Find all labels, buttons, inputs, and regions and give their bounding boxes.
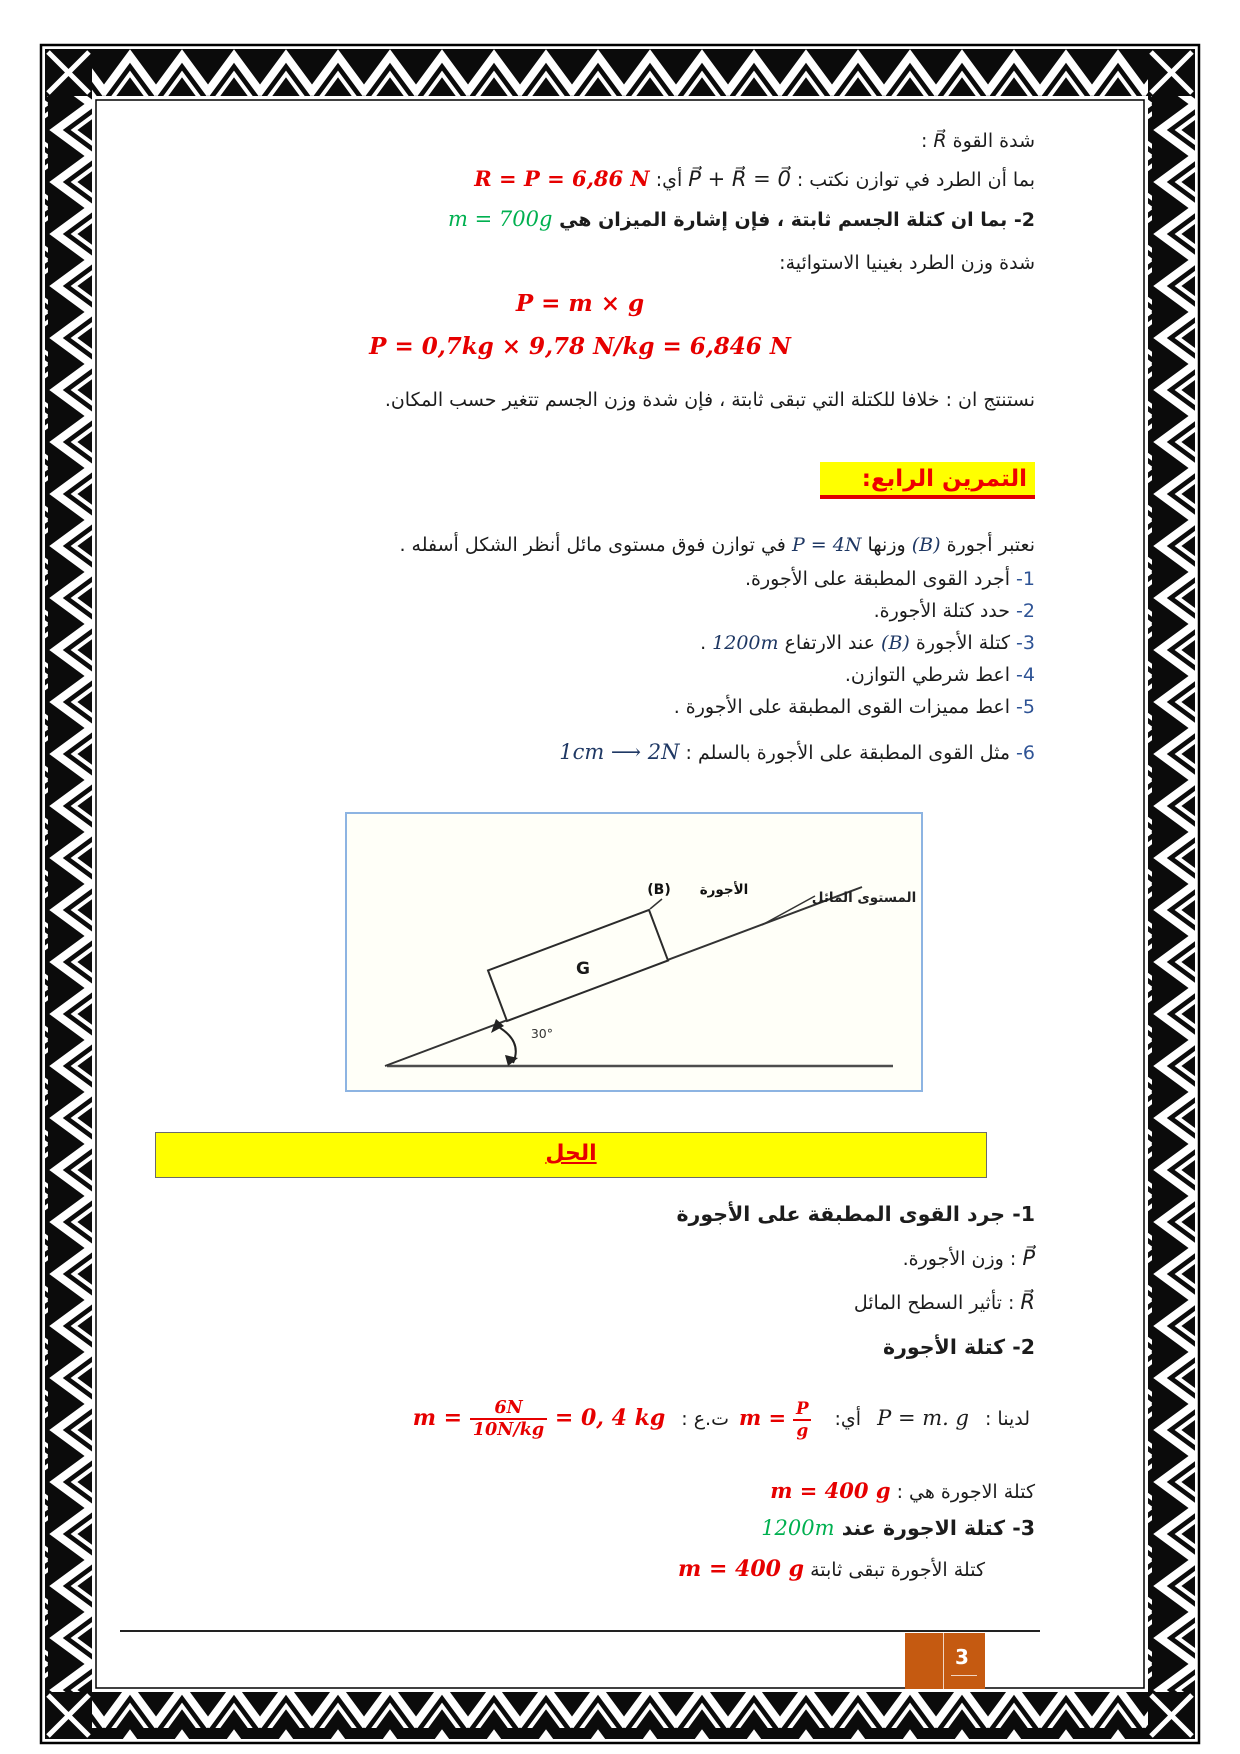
solution-section2-title xyxy=(883,1335,1035,1359)
inclined-plane-drawing xyxy=(347,814,921,1090)
mass-400g-formula: m = 400 g xyxy=(770,1478,891,1503)
solution-banner-text: الحل xyxy=(545,1141,597,1166)
guinea-weight-line xyxy=(779,252,1035,274)
intro-text-1: نعتبر أجورة xyxy=(946,534,1035,556)
guinea-weight-text: شدة وزن الطرد بغينيا الاستوائية: xyxy=(779,252,1035,274)
list-item xyxy=(700,632,1035,654)
body-ar-label: الأجورة xyxy=(699,882,749,898)
equilibrium-line xyxy=(474,166,1035,191)
page-box-underline xyxy=(951,1675,977,1676)
section2-title-text: 2- كتلة الأجورة xyxy=(883,1335,1035,1359)
page-box-divider xyxy=(943,1633,944,1689)
item-text: اعط شرطي التوازن. xyxy=(844,664,1010,686)
p-equals-mg-formula: P = m × g xyxy=(515,290,645,317)
fraction-denominator: g xyxy=(793,1419,811,1440)
weight-force-line xyxy=(903,1246,1035,1270)
intro-text-3: في توازن فوق مستوى مائل أنظر الشكل أسفله . xyxy=(399,534,786,556)
weight-calculation-line xyxy=(120,333,1040,360)
item-number: 2- xyxy=(1016,600,1035,622)
equilibrium-text: بما أن الطرد في توازن نكتب : xyxy=(796,169,1035,191)
p-mg-formula: P = m. g xyxy=(877,1406,969,1431)
item-text: . xyxy=(700,632,707,654)
conclusion-text: نستنتج ان : خلافا للكتلة التي تبقى ثابتة ، فإن شدة وزن الجسم تتغير حسب المكان. xyxy=(384,389,1035,411)
intro-text-2: وزنها xyxy=(867,534,906,556)
mass-result-line xyxy=(770,1478,1035,1503)
altitude-1200m: 1200m xyxy=(761,1516,835,1540)
list-item xyxy=(674,696,1035,718)
item-text: كتلة الأجورة xyxy=(915,632,1010,654)
plane-label: المستوى المائل xyxy=(811,890,917,906)
body-label-pointer xyxy=(650,899,662,909)
item-text: اعط مميزات القوى المطبقة على الأجورة . xyxy=(673,696,1010,718)
conclusion-line xyxy=(385,389,1035,411)
mass-fraction-formula xyxy=(738,1398,819,1440)
final-mass-formula: m = 400 g xyxy=(678,1556,805,1582)
mass-numeric-formula xyxy=(412,1397,666,1441)
item-number: 6- xyxy=(1016,742,1035,764)
exercise4-intro xyxy=(399,534,1035,556)
that-is-text: أي: xyxy=(834,1408,862,1431)
vector-sum-formula: P⃗ + R⃗ = 0⃗ xyxy=(688,167,791,191)
we-have-text: لدينا : xyxy=(984,1408,1030,1431)
reaction-force-text: : تأثير السطح المائل xyxy=(853,1292,1015,1314)
exercise4-title xyxy=(820,466,1035,492)
force-intensity-line xyxy=(921,130,1035,152)
section1-title-text: 1- جرد القوى المطبقة على الأجورة xyxy=(676,1202,1035,1226)
item-math: (B) xyxy=(881,632,910,654)
body-b-label: (B) xyxy=(647,882,671,898)
item-text: أجرد القوى المطبقة على الأجورة. xyxy=(745,568,1010,590)
list-item xyxy=(874,600,1035,622)
list-item xyxy=(559,740,1035,764)
mass-result: = 0, 4 kg xyxy=(554,1405,666,1432)
item-math: 1200m xyxy=(712,632,779,654)
weight-formula-line xyxy=(120,290,1040,317)
item-text: عند الارتفاع xyxy=(784,632,875,654)
weight-force-text: : وزن الأجورة. xyxy=(902,1248,1017,1270)
item-number: 5- xyxy=(1016,696,1035,718)
that-is-text: أي: xyxy=(655,169,683,191)
numeric-fraction xyxy=(470,1398,547,1440)
numeric-application-text: ت.ع : xyxy=(681,1408,729,1431)
weight-numeric-formula: P = 0,7kg × 9,78 N/kg = 6,846 N xyxy=(369,333,791,360)
item-text: حدد كتلة الأجورة. xyxy=(873,600,1010,622)
force-line-text: شدة القوة xyxy=(952,130,1035,152)
item-number: 1- xyxy=(1016,568,1035,590)
block-g-label: G xyxy=(576,959,590,979)
angle-value-label: 30° xyxy=(530,1026,553,1041)
plane-label-pointer xyxy=(762,896,815,925)
body-b-symbol: (B) xyxy=(911,534,941,556)
mass-700g-formula: m = 700g xyxy=(448,207,553,231)
item-text: مثل القوى المطبقة على الأجورة بالسلم : xyxy=(685,742,1010,764)
colon: : xyxy=(920,130,928,152)
final-answer-text: كتلة الأجورة تبقى ثابتة xyxy=(810,1559,985,1581)
fraction-denominator: 10N/kg xyxy=(470,1418,547,1440)
reaction-force-line xyxy=(854,1290,1035,1314)
list-item xyxy=(745,568,1035,590)
result-formula-red: R = P = 6,86 N xyxy=(474,166,650,191)
list-item xyxy=(845,664,1035,686)
solution-section1-title xyxy=(676,1202,1035,1226)
r-vector-symbol: R⃗ xyxy=(1020,1290,1035,1314)
question2-text: 2- بما ان كتلة الجسم ثابتة ، فإن إشارة الميزان هي xyxy=(559,209,1035,231)
item-number: 4- xyxy=(1016,664,1035,686)
exercise4-title-text: التمرين الرابع: xyxy=(820,462,1035,499)
m-equals: m = xyxy=(738,1405,787,1431)
mass-result-text: كتلة الاجورة هي : xyxy=(896,1481,1035,1503)
footer-rule xyxy=(120,1630,1040,1632)
r-vector-symbol: R⃗ xyxy=(933,130,947,152)
p-over-g-fraction xyxy=(793,1399,811,1440)
fraction-numerator: P xyxy=(795,1398,809,1419)
section3-title-text: 3- كتلة الاجورة عند xyxy=(841,1516,1035,1540)
solution-section3-title xyxy=(761,1516,1035,1540)
mass-derivation-line xyxy=(408,1398,1035,1440)
solution-banner xyxy=(155,1132,987,1178)
inclined-plane-figure xyxy=(345,812,923,1092)
final-answer-line xyxy=(678,1556,985,1582)
p-vector-symbol: P⃗ xyxy=(1022,1246,1035,1270)
item-number: 3- xyxy=(1016,632,1035,654)
page-number: 3 xyxy=(955,1645,969,1669)
m-equals: m = xyxy=(412,1405,463,1432)
fraction-numerator: 6N xyxy=(494,1397,523,1418)
weight-4n-formula: P = 4N xyxy=(791,534,862,556)
question2-line xyxy=(448,207,1035,231)
page-number-box xyxy=(905,1633,985,1689)
scale-formula: 1cm ⟶ 2N xyxy=(559,740,680,764)
